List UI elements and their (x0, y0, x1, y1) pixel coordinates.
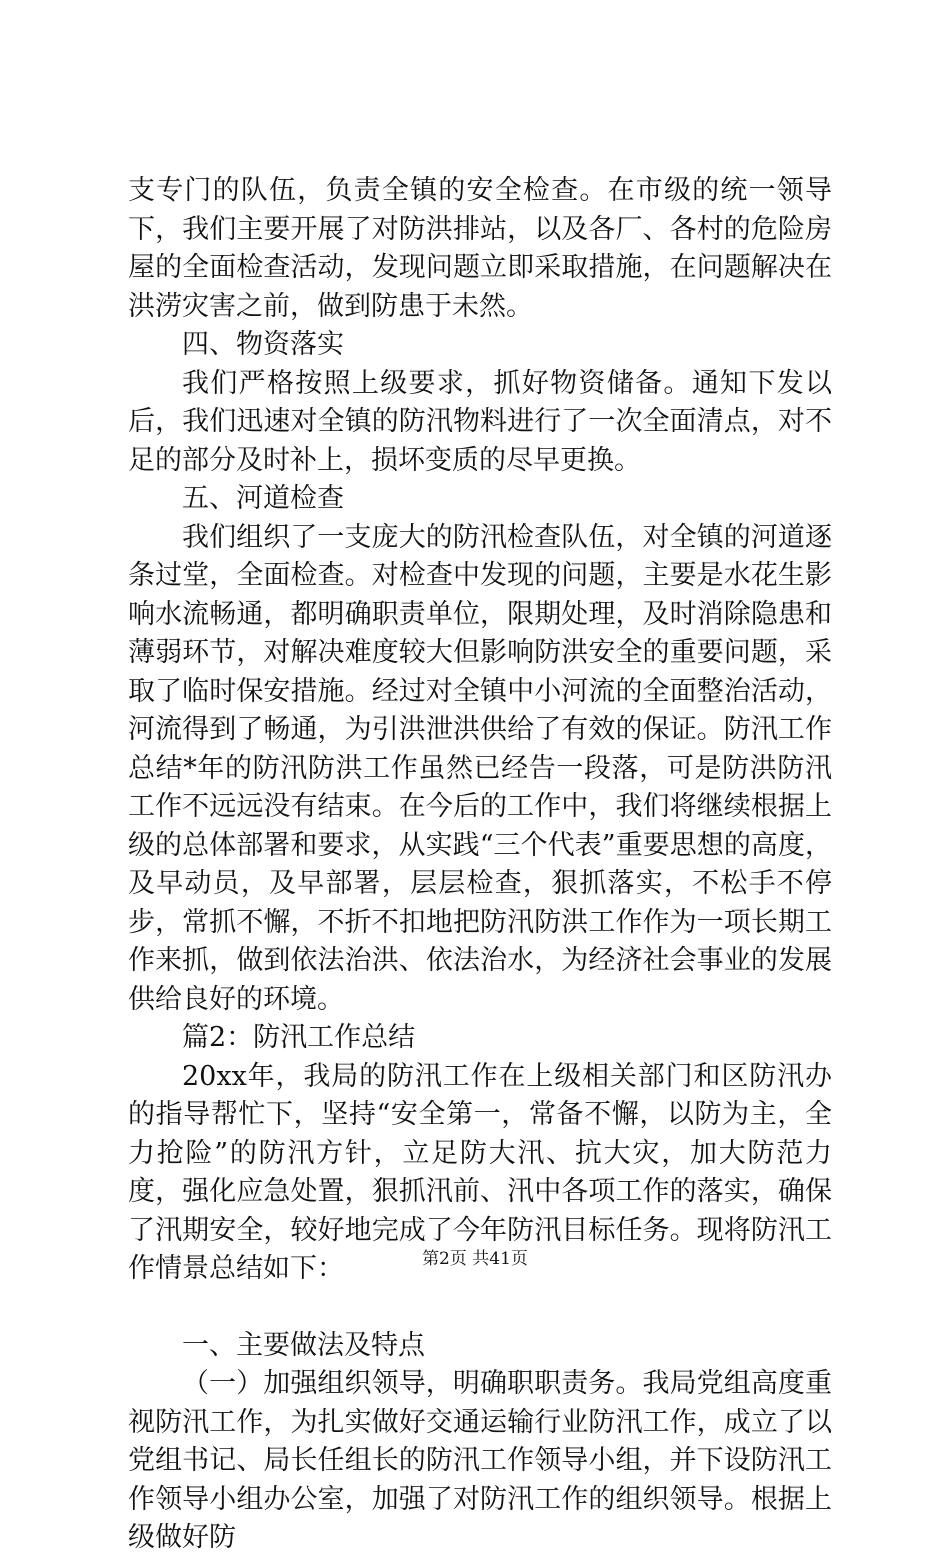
section-title-part2: 篇2：防汛工作总结 (182, 1022, 416, 1053)
page-footer: 第2页 共41页 (422, 1249, 528, 1269)
document-body (128, 172, 832, 1558)
heading-main-practices: 一、主要做法及特点 (182, 1329, 425, 1361)
heading-materials: 四、物资落实 (182, 329, 344, 360)
paragraph-river-check: 我们组织了一支庞大的防汛检查队伍，对全镇的河道逐条过堂，全面检查。对检查中发现的问题，主要是水花生影响水流畅通，都明确职责单位，限期处理，及时消除隐患和薄弱环节，对解决难度较大但影响防洪安全的重要问题，采取了临时保安措施。经过对全镇中小河流的全面整治活动，河流得到了畅通，为引洪泄洪供给了有效的保证。防汛工作总结*年的防汛防洪工作虽然已经告一段落，可是防洪防汛工作不远远没有结束。在今后的工作中，我们将继续根据上级的总体部署和要求，从实践“三个代表”重要思想的高度，及早动员，及早部署，层层检查，狠抓落实，不松手不停步，常抓不懈，不折不扣地把防汛防洪工作作为一项长期工作来抓，做到依法治洪、依法治水，为经济社会事业的发展供给良好的环境。 (128, 521, 832, 1015)
paragraph-materials: 我们严格按照上级要求，抓好物资储备。通知下发以后，我们迅速对全镇的防汛物料进行了一次全面清点，对不足的部分及时补上，损坏变质的尽早更换。 (128, 367, 832, 476)
heading-river-check: 五、河道检查 (182, 483, 344, 514)
paragraph-intro-part2: 20xx年，我局的防汛工作在上级相关部门和区防汛办的指导帮忙下，坚持“安全第一，常备不懈，以防为主，全力抢险”的防汛方针，立足防大汛、抗大灾，加大防范力度，强化应急处置，狠抓汛前、汛中各项工作的落实，确保了汛期安全，较好地完成了今年防汛目标任务。现将防汛工作情景总结如下： (128, 1060, 832, 1284)
paragraph-organization: （一）加强组织领导，明确职职责务。我局党组高度重视防汛工作，为扎实做好交通运输行业防汛工作，成立了以党组书记、局长任组长的防汛工作领导小组，并下设防汛工作领导小组办公室，加强了对防汛工作的组织领导。根据上级做好防 (128, 1368, 832, 1553)
paragraph-security-check: 支专门的队伍，负责全镇的安全检查。在市级的统一领导下，我们主要开展了对防洪排站，以及各厂、各村的危险房屋的全面检查活动，发现问题立即采取措施，在问题解决在洪涝灾害之前，做到防患于未然。 (128, 175, 832, 322)
